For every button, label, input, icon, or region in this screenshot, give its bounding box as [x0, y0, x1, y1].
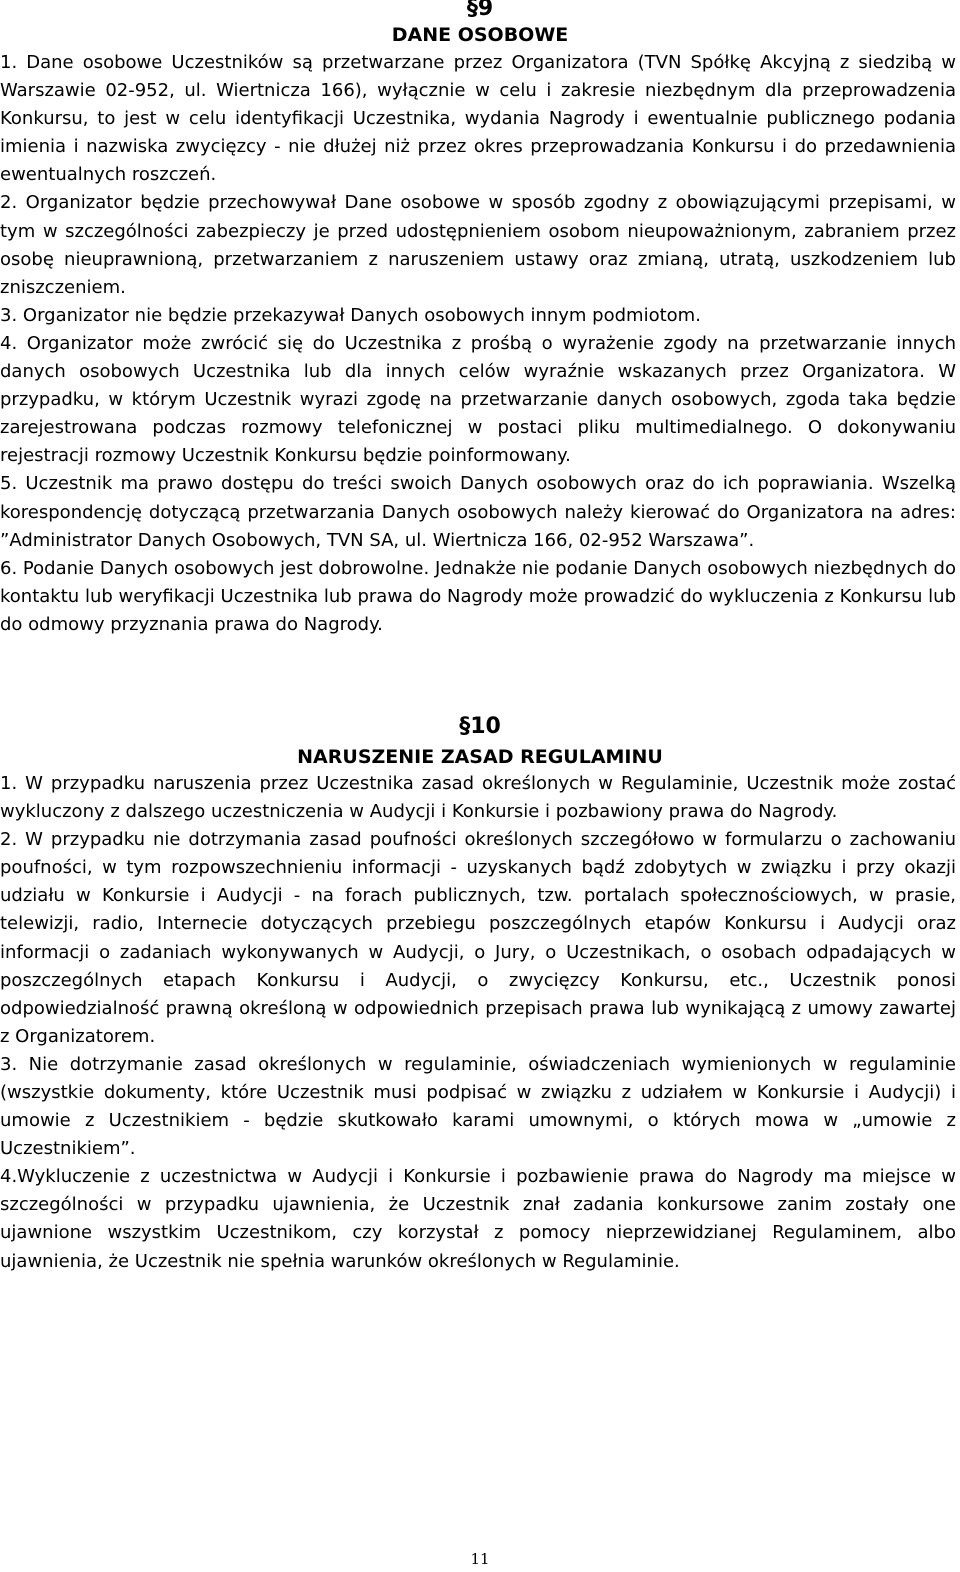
section-9-paragraph-4: 4. Organizator może zwrócić się do Uczestnika z prośbą o wyrażenie zgody na przetwarzanie innych danych osobowych Uczestnika lub dla innych celów wyraźnie wskazanych przez Organizatora. W przypadku, w którym Uczestnik wyrazi zgodę na przetwarzanie danych osobowych, zgoda taka będzie zarejestrowana podczas rozmowy telefonicznej w postaci pliku multimedialnego. O dokonywaniu rejestracji rozmowy Uczestnik Konkursu będzie poinformowany. [0, 332, 956, 467]
page-number: 11 [470, 1550, 490, 1568]
section-9-paragraph-2: 2. Organizator będzie przechowywał Dane osobowe w sposób zgodny z obowiązującymi przepisami, w tym w szczególności zabezpieczy je przed udostępnieniem osobom nieupoważnionym, zabraniem przez osobę nieuprawnioną, przetwarzaniem z naruszeniem ustawy oraz zmianą, utratą, uszkodzeniem lub zniszczeniem. [0, 192, 956, 298]
section-10-paragraph-1: 1. W przypadku naruszenia przez Uczestnika zasad określonych w Regulaminie, Uczestnik może zostać wykluczony z dalszego uczestniczenia w Audycji i Konkursie i pozbawiony prawa do Nagrody. [0, 772, 956, 823]
section-10-paragraph-2: 2. W przypadku nie dotrzymania zasad poufności określonych szczegółowo w formularzu o zachowaniu poufności, w tym rozpowszechnieniu informacji - uzyskanych bądź zdobytych w związku i przy okazji udziału w Konkursie i Audycji - na forach publicznych, tzw. portalach społecznościowych, w prasie, telewizji, radio, Internecie dotyczących przebiegu poszczególnych etapów Konkursu i Audycji oraz informacji o zadaniach wykonywanych w Audycji, o Jury, o Uczestnikach, o osobach odpadających w poszczególnych etapach Konkursu i Audycji, o zwycięzcy Konkursu, etc., Uczestnik ponosi odpowiedzialność prawną określoną w odpowiednich przepisach prawa lub wynikającą z umowy zawartej z Organizatorem. [0, 829, 956, 1047]
section-9-body [0, 49, 960, 639]
section-10-number: §10 [459, 713, 501, 739]
section-9-paragraph-5: 5. Uczestnik ma prawo dostępu do treści swoich Danych osobowych oraz do ich poprawiania. Wszelką korespondencję dotyczącą przetwarzania Danych osobowych należy kierować do Organizatora na adres: ”Administrator Danych Osobowych, TVN SA, ul. Wiertnicza 166, 02-952 Warszawa”. [0, 473, 956, 551]
section-9-paragraph-6: 6. Podanie Danych osobowych jest dobrowolne. Jednakże nie podanie Danych osobowych niezbędnych do kontaktu lub weryfikacji Uczestnika lub prawa do Nagrody może prowadzić do wykluczenia z Konkursu lub do odmowy przyznania prawa do Nagrody. [0, 557, 956, 635]
section-10-paragraph-3: 3. Nie dotrzymanie zasad określonych w regulaminie, oświadczeniach wymienionych w regulaminie (wszystkie dokumenty, które Uczestnik musi podpisać w związku z udziałem w Konkursie i Audycji) i umowie z Uczestnikiem - będzie skutkowało karami umownymi, o których mowa w „umowie z Uczestnikiem”. [0, 1053, 956, 1160]
section-9-title: DANE OSOBOWE [391, 24, 569, 46]
section-9-paragraph-3: 3. Organizator nie będzie przekazywał Danych osobowych innym podmiotom. [0, 304, 701, 326]
section-10-paragraph-4: 4.Wykluczenie z uczestnictwa w Audycji i Konkursie i pozbawienie prawa do Nagrody ma miejsce w szczególności w przypadku ujawnienia, że Uczestnik znał zadania konkursowe zanim zostały one ujawnione wszystkim Uczestnikom, czy korzystał z pomocy nieprzewidzianej Regulaminem, albo ujawnienia, że Uczestnik nie spełnia warunków określonych w Regulaminie. [0, 1166, 956, 1272]
section-9-paragraph-1: 1. Dane osobowe Uczestników są przetwarzane przez Organizatora (TVN Spółkę Akcyjną z siedzibą w Warszawie 02-952, ul. Wiertnicza 166), wyłącznie w celu i zakresie niezbędnym dla przeprowadzenia Konkursu, to jest w celu identyfikacji Uczestnika, wydania Nagrody i ewentualnie publicznego podania imienia i nazwiska zwycięzcy - nie dłużej niż przez okres przeprowadzania Konkursu i do przedawnienia ewentualnych roszczeń. [0, 52, 956, 186]
section-9-number: §9 [466, 0, 494, 21]
section-10-body [0, 770, 960, 1276]
section-10-title: NARUSZENIE ZASAD REGULAMINU [297, 745, 663, 768]
